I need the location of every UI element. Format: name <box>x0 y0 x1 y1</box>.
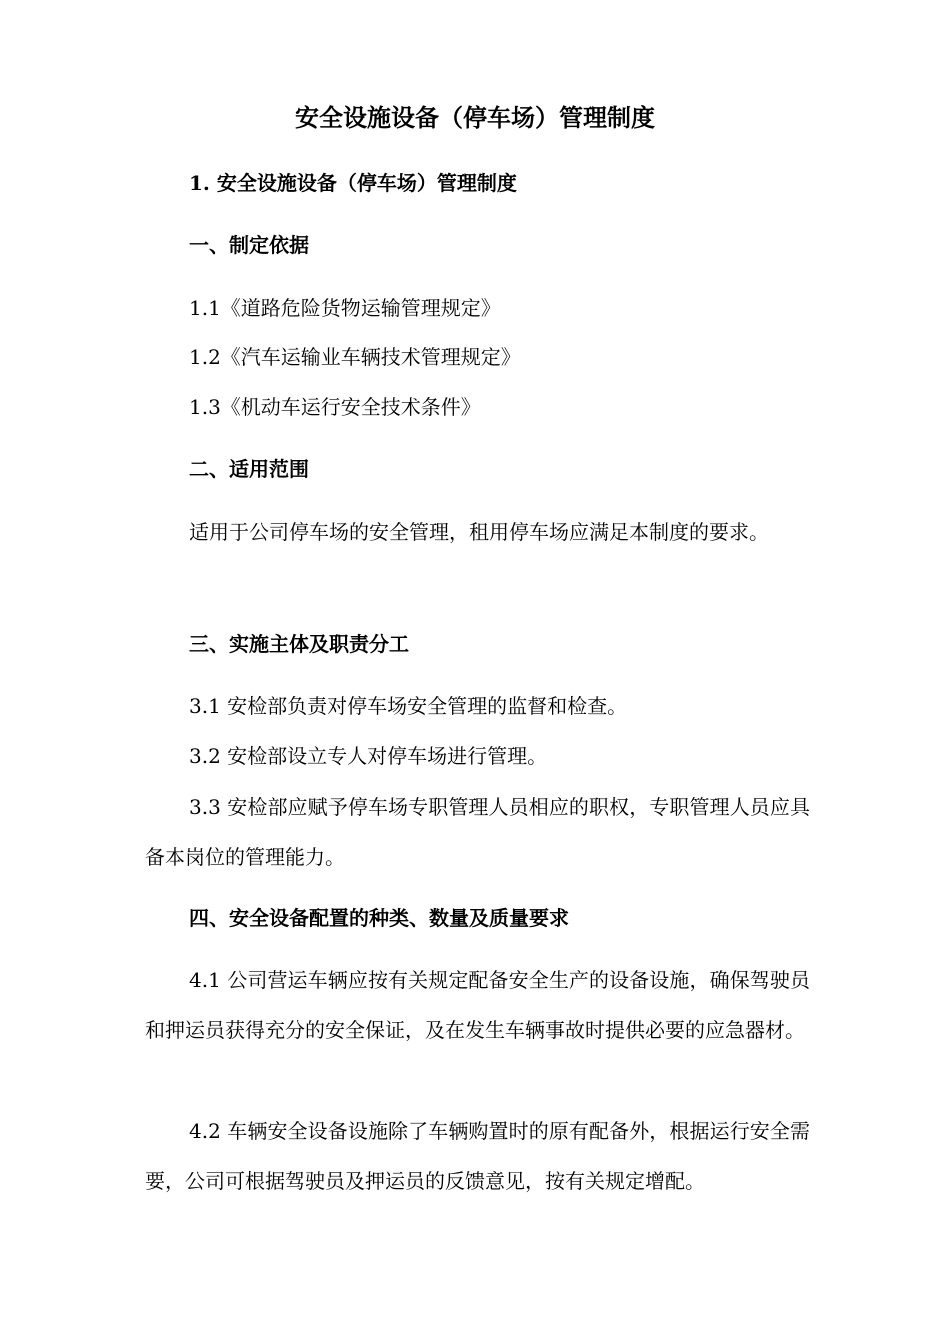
basis-item: 1.2《汽车运输业车辆技术管理规定》 <box>189 345 521 369</box>
section-heading-basis: 一、制定依据 <box>189 233 309 257</box>
responsibility-item: 3.2 安检部设立专人对停车场进行管理。 <box>189 744 548 768</box>
section-heading-scope: 二、适用范围 <box>189 457 309 481</box>
scope-paragraph: 适用于公司停车场的安全管理，租用停车场应满足本制度的要求。 <box>189 520 769 544</box>
basis-item: 1.1《道路危险货物运输管理规定》 <box>189 296 501 320</box>
equipment-paragraph: 4.2 车辆安全设备设施除了车辆购置时的原有配备外，根据运行安全需要，公司可根据驾驶员及押运员的反馈意见，按有关规定增配。 <box>145 1119 810 1193</box>
responsibility-paragraph: 3.3 安检部应赋予停车场专职管理人员相应的职权，专职管理人员应具备本岗位的管理能力。 <box>145 795 810 869</box>
responsibility-item: 3.1 安检部负责对停车场安全管理的监督和检查。 <box>189 694 628 718</box>
section-heading-responsibility: 三、实施主体及职责分工 <box>189 632 409 656</box>
basis-item: 1.3《机动车运行安全技术条件》 <box>189 395 481 419</box>
section-heading-equipment: 四、安全设备配置的种类、数量及质量要求 <box>189 906 569 930</box>
document-title: 安全设施设备（停车场）管理制度 <box>295 103 655 132</box>
document-subtitle: 1. 安全设施设备（停车场）管理制度 <box>189 171 517 195</box>
equipment-paragraph: 4.1 公司营运车辆应按有关规定配备安全生产的设备设施，确保驾驶员和押运员获得充分的安全保证，及在发生车辆事故时提供必要的应急器材。 <box>145 968 810 1042</box>
